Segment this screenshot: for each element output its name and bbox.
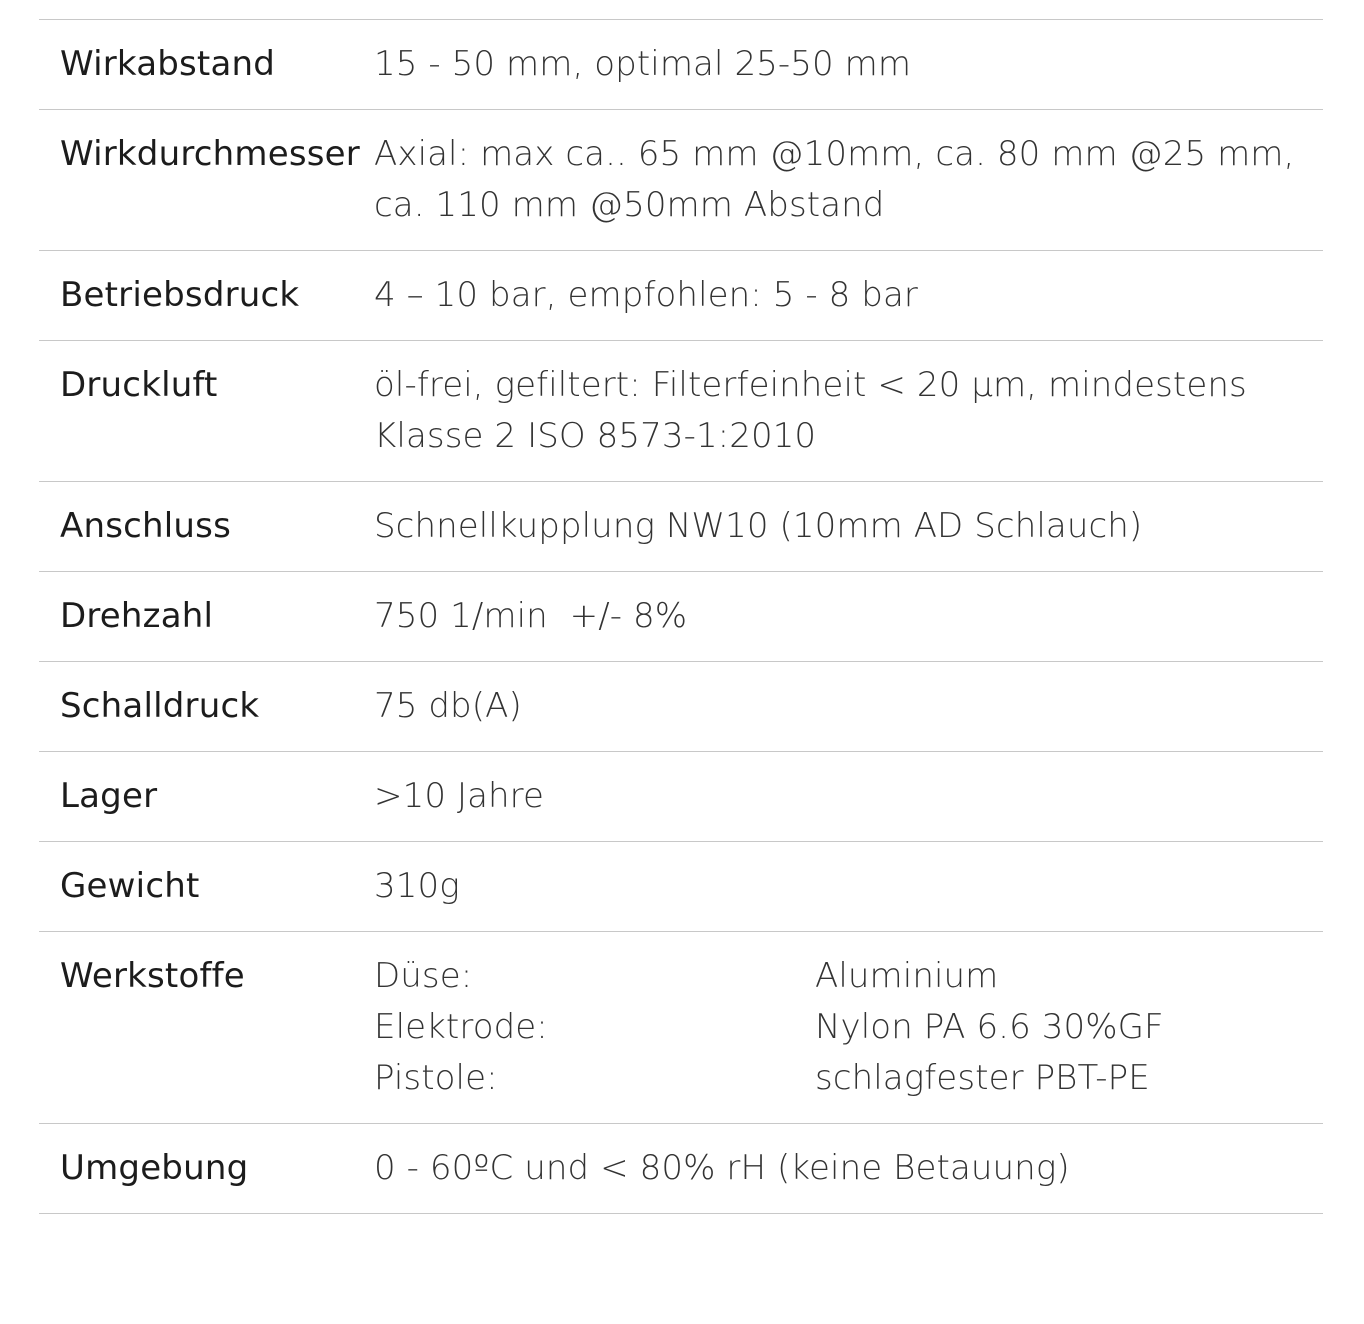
spec-value — [374, 270, 1323, 321]
spec-value — [374, 771, 1323, 822]
material-name: Aluminium — [815, 956, 999, 996]
spec-value-line: 4 – 10 bar, empfohlen: 5 - 8 bar — [374, 275, 918, 315]
spec-row-betriebsdruck — [39, 251, 1323, 341]
material-name: Nylon PA 6.6 30%GF — [815, 1007, 1164, 1047]
spec-value — [374, 360, 1323, 462]
spec-value — [374, 681, 1323, 732]
spec-label: Wirkabstand — [60, 44, 276, 84]
spec-row-drehzahl — [39, 572, 1323, 662]
spec-value-line: Klasse 2 ISO 8573-1:2010 — [374, 416, 817, 456]
spec-label: Anschluss — [60, 506, 231, 546]
spec-label: Betriebsdruck — [60, 275, 300, 315]
spec-label: Lager — [60, 776, 158, 816]
spec-row-wirkabstand — [39, 20, 1323, 110]
spec-label: Druckluft — [60, 365, 218, 405]
spec-value-line: 15 - 50 mm, optimal 25-50 mm — [374, 44, 912, 84]
spec-value — [374, 39, 1323, 90]
spec-value-line: Schnellkupplung NW10 (10mm AD Schlauch) — [374, 506, 1143, 546]
spec-label: Wirkdurchmesser — [60, 134, 360, 174]
spec-value-line: öl-frei, gefiltert: Filterfeinheit < 20 µm, mindestens — [374, 365, 1247, 405]
spec-label: Werkstoffe — [60, 956, 245, 996]
spec-row-lager — [39, 752, 1323, 842]
spec-value-line: 750 1/min +/- 8% — [374, 596, 688, 636]
spec-label: Gewicht — [60, 866, 200, 906]
spec-row-werkstoffe — [39, 932, 1323, 1124]
material-name: schlagfester PBT-PE — [815, 1058, 1150, 1098]
spec-value-line: 75 db(A) — [374, 686, 522, 726]
material-part: Elektrode: — [374, 1007, 548, 1047]
spec-value-line: 310g — [374, 866, 460, 906]
spec-row-schalldruck — [39, 662, 1323, 752]
spec-row-umgebung — [39, 1124, 1323, 1214]
spec-value-line: Axial: max ca.. 65 mm @10mm, ca. 80 mm @25 mm, — [374, 134, 1295, 174]
spec-label: Schalldruck — [60, 686, 260, 726]
spec-value — [374, 591, 1323, 642]
spec-value-line: >10 Jahre — [374, 776, 545, 816]
material-part: Düse: — [374, 956, 473, 996]
material-part: Pistole: — [374, 1058, 498, 1098]
spec-row-gewicht — [39, 842, 1323, 932]
spec-value — [374, 861, 1323, 912]
spec-value-line: 0 - 60ºC und < 80% rH (keine Betauung) — [374, 1148, 1070, 1188]
spec-value — [374, 501, 1323, 552]
materials-grid — [374, 951, 1303, 1104]
spec-table — [39, 19, 1323, 1214]
spec-value-line: ca. 110 mm @50mm Abstand — [374, 185, 885, 225]
spec-row-anschluss — [39, 482, 1323, 572]
spec-row-wirkdurchmesser — [39, 110, 1323, 251]
spec-value — [374, 1143, 1323, 1194]
spec-value — [374, 951, 1323, 1104]
spec-label: Umgebung — [60, 1148, 249, 1188]
spec-row-druckluft — [39, 341, 1323, 482]
spec-label: Drehzahl — [60, 596, 214, 636]
spec-value — [374, 129, 1323, 231]
